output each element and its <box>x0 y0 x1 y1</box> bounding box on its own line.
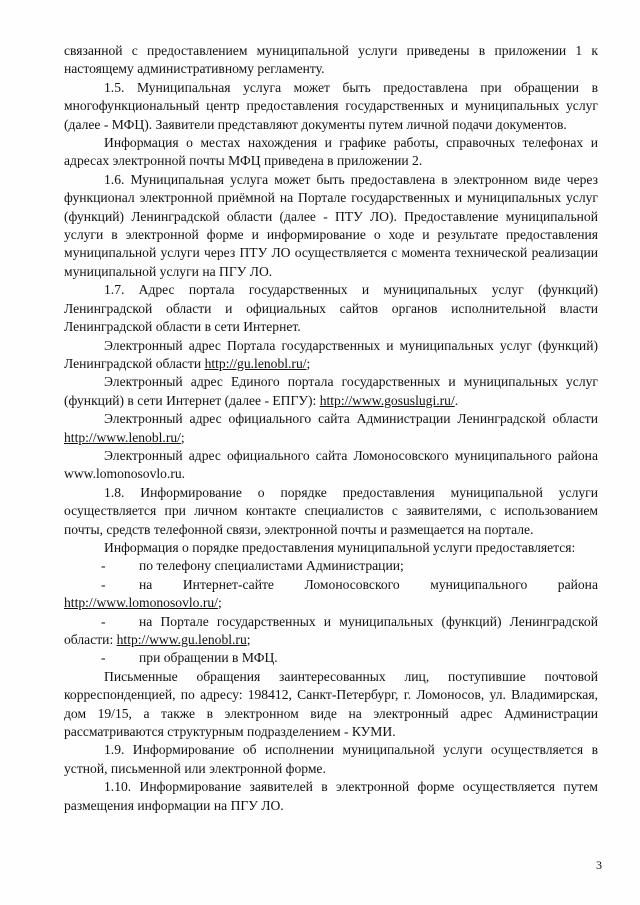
paragraph-district-site: Электронный адрес официального сайта Ломоносовского муниципального района www.lomonosovlo.ru. <box>64 447 598 482</box>
epgu-address-text: Электронный адрес Единого портала государственных и муниципальных услуг (функций) в сети Интернет (далее - ЕПГУ): <box>64 374 598 408</box>
paragraph-epgu-address <box>64 373 598 410</box>
paragraph-1-6: 1.6. Муниципальная услуга может быть предоставлена в электронном виде через функционал электронной приёмной на Портале государственных и муниципальных услуг (функций) Ленинградской области (далее - ПТУ ЛО). Предоставление муниципальной услуги в электронной форме и информирование о ходе и результате предоставления муниципальной услуги через ПТУ ЛО осуществляется с момента технической реализации муниципальной услуги на ПГУ ЛО. <box>64 171 598 279</box>
document-body <box>64 42 598 815</box>
district-link[interactable]: http://www.lomonosovlo.ru/ <box>64 595 218 611</box>
admin-site-link[interactable]: http://www.lenobl.ru/ <box>64 429 181 445</box>
list-item-phone <box>64 557 598 575</box>
paragraph-1-5: 1.5. Муниципальная услуга может быть предоставлена при обращении в многофункциональный центр предоставления государственных и муниципальных услуг (далее - МФЦ). Заявители представляют документы путем личной подачи документов. <box>64 79 598 132</box>
admin-site-link-tail: ; <box>180 429 185 445</box>
list-item-website <box>64 576 598 613</box>
portal-link[interactable]: http://gu.lenobl.ru/ <box>204 355 307 371</box>
gu-lenobl-link-tail: ; <box>246 632 251 647</box>
epgu-link-tail: . <box>454 392 459 408</box>
epgu-link[interactable]: http://www.gosuslugi.ru/ <box>319 392 455 408</box>
list-item-portal <box>64 613 598 650</box>
district-link-tail: ; <box>217 595 222 611</box>
list-dash: - <box>101 613 106 629</box>
page-number: 3 <box>596 858 602 872</box>
portal-link-tail: ; <box>306 355 311 371</box>
list-item-mfc <box>64 649 598 667</box>
paragraph-1-7: 1.7. Адрес портала государственных и муниципальных услуг (функций) Ленинградской области и официальных сайтов органов исполнительной власти Ленинградской области в сети Интернет. <box>64 282 598 335</box>
paragraph-1-10: 1.10. Информирование заявителей в электронной форме осуществляется путем размещения информации на ПГУ ЛО. <box>64 779 598 813</box>
admin-site-text: Электронный адрес официального сайта Администрации Ленинградской области <box>104 411 598 427</box>
paragraph-written-requests: Письменные обращения заинтересованных лиц, поступившие почтовой корреспонденцией, по адресу: 198412, Санкт-Петербург, г. Ломоносов, ул. Владимирская, дом 19/15, а также в электронном виде на электронный адрес Администрации рассматриваются структурным подразделением - КУМИ. <box>64 668 598 740</box>
list-item-text: по телефону специалистами Администрации; <box>139 558 404 574</box>
gu-lenobl-link[interactable]: http://www.gu.lenobl.ru <box>116 632 247 647</box>
list-item-text: на Портале государственных и муниципальных (функций) Ленинградской области: <box>64 613 598 647</box>
list-dash: - <box>101 558 106 574</box>
paragraph-admin-site <box>64 410 598 447</box>
paragraph-continuation: связанной с предоставлением муниципальной услуги приведены в приложении 1 к настоящему административному регламенту. <box>64 43 598 77</box>
list-item-text: при обращении в МФЦ. <box>139 650 278 666</box>
list-dash: - <box>101 576 106 592</box>
portal-address-text: Электронный адрес Портала государственных и муниципальных услуг (функций) Ленинградской области <box>64 337 598 371</box>
list-item-text: на Интернет-сайте Ломоносовского муниципального района <box>139 576 598 592</box>
paragraph-mfc-info: Информация о местах нахождения и графике работы, справочных телефонах и адресах электронной почты МФЦ приведена в приложении 2. <box>64 135 598 169</box>
paragraph-1-8: 1.8. Информирование о порядке предоставления муниципальной услуги осуществляется при личном контакте специалистов с заявителями, с использованием почты, средств телефонной связи, электронной почты и размещается на портале. <box>64 484 598 537</box>
paragraph-portal-address <box>64 337 598 374</box>
paragraph-1-9: 1.9. Информирование об исполнении муниципальной услуги осуществляется в устной, письменной или электронной форме. <box>64 742 598 776</box>
paragraph-info-provided: Информация о порядке предоставления муниципальной услуги предоставляется: <box>104 539 576 555</box>
list-dash: - <box>101 650 106 666</box>
